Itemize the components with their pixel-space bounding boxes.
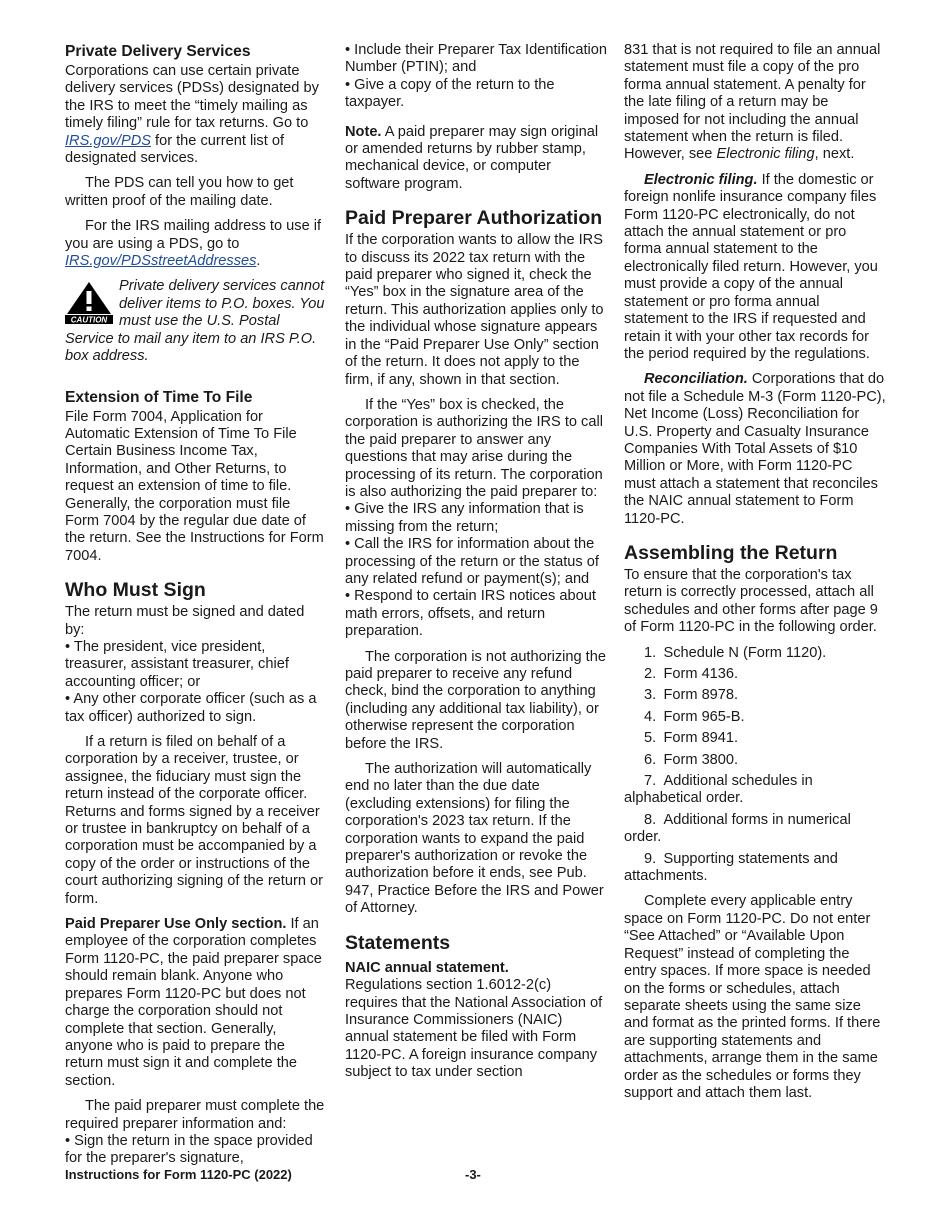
list-item: • Include their Preparer Tax Identification Number (PTIN); and [345, 42, 607, 76]
caution-label: CAUTION [70, 315, 108, 325]
ppa-paragraph-4: The authorization will automatically end no later than the due date (excluding extensions) for filing the corporation's 2023 tax return. If the corporation wants to expand the paid preparer's authorization or revoke the authorization before it ends, see Pub. 947, Practice Before the IRS and Power of Attorney. [345, 761, 604, 917]
list-item: • Give the IRS any information that is missing from the return; [345, 501, 584, 535]
list-item: 7. Additional schedules in alphabetical order. [624, 773, 813, 807]
list-item: • The president, vice president, treasurer, assistant treasurer, chief accounting officer; or [65, 638, 289, 690]
pds-paragraph-3: For the IRS mailing address to use if you are using a PDS, go to IRS.gov/PDSstreetAddresses. [65, 218, 322, 270]
pds-paragraph-2: The PDS can tell you how to get written proof of the mailing date. [65, 175, 294, 209]
reconciliation-paragraph: Reconciliation. Corporations that do not file a Schedule M-3 (Form 1120-PC), Net Income (Loss) Reconciliation for U.S. Property and Casualty Insurance Companies With Total Assets of $10 Million or More, with Form 1120-PC must attach a statement that reconciles the NAIC annual statement to Form 1120-PC. [624, 371, 886, 527]
preparer-info-paragraph: The paid preparer must complete the required preparer information and: [65, 1098, 325, 1132]
page-number: -3- [465, 1167, 481, 1182]
list-item: 9. Supporting statements and attachments. [624, 850, 838, 885]
assembling-heading: Assembling the Return [624, 541, 838, 564]
irs-pds-link[interactable]: IRS.gov/PDS [65, 132, 151, 149]
ppa-list [345, 501, 607, 640]
list-item: • Give a copy of the return to the taxpayer. [345, 76, 555, 111]
list-item: 4. Form 965-B. [644, 708, 745, 725]
fiduciary-paragraph: If a return is filed on behalf of a corporation by a receiver, trustee, or assignee, the fiduciary must sign the return instead of the corporate officer. Returns and forms signed by a receiver or trustee in bankruptcy on behalf of a corporation must be accompanied by a copy of the order or instructions of the court authorizing signing of the return or form. [65, 734, 323, 907]
note-runin: Note. [345, 123, 382, 140]
caution-warning-icon [65, 280, 113, 324]
ppa-paragraph-1: If the corporation wants to allow the IRS to discuss its 2022 tax return with the paid preparer who signed it, check the “Yes” box in the signature area of the return. This authorization applies only to the individual whose signature appears in the “Paid Preparer Use Only” section of the return. It does not apply to the firm, if any, shown in that section. [345, 232, 604, 388]
pds-paragraph-1: Corporations can use certain private delivery services (PDSs) designated by the IRS to meet the “timely mailing as timely filing” rule for tax returns. Go to IRS.gov/PDS for the current list of designated services. [65, 63, 319, 167]
column-1 [65, 42, 327, 1168]
caution-text: Private delivery services cannot deliver items to P.O. boxes. You must use the U.S. Postal Service to mail any item to an IRS P.O. box address. [65, 278, 325, 365]
list-item: 8. Additional forms in numerical order. [624, 811, 851, 846]
list-item: • Call the IRS for information about the processing of the return or the status of any related refund or payment(s); and [345, 536, 599, 587]
naic-paragraph: Regulations section 1.6012-2(c) requires that the National Association of Insurance Commissioners (NAIC) annual statement be filed with Form 1120-PC. A foreign insurance company subject to tax under section [345, 977, 603, 1081]
paid-preparer-use-only-runin: Paid Preparer Use Only section. [65, 916, 287, 933]
reconciliation-runin: Reconciliation. [644, 371, 748, 388]
column-2 [345, 42, 607, 1082]
who-must-sign-heading: Who Must Sign [65, 579, 206, 602]
list-item: 2. Form 4136. [644, 666, 739, 682]
note-paragraph: Note. A paid preparer may sign original or amended returns by rubber stamp, mechanical device, or computer software program. [345, 123, 599, 192]
paid-preparer-authorization-heading: Paid Preparer Authorization [345, 207, 603, 230]
caution-box [65, 278, 327, 365]
ppa-paragraph-2: If the “Yes” box is checked, the corporation is authorizing the IRS to call the paid preparer to answer any questions that may arise during the processing of its return. The corporation is also authorizing the paid preparer to: [345, 396, 603, 500]
assembling-order-list [624, 645, 886, 886]
list-item: 1. Schedule N (Form 1120). [644, 644, 827, 661]
assembling-paragraph-1: To ensure that the corporation's tax return is correctly processed, attach all schedules and other forms after page 9 of Form 1120-PC in the following order. [624, 566, 878, 636]
naic-paragraph-continued: 831 that is not required to file an annual statement must file a copy of the pro forma annual statement. A penalty for the late filing of a return may be imposed for not including the annual statement when the return is filed. However, see Electronic filing, next. [624, 42, 881, 163]
list-item: 3. Form 8978. [644, 687, 739, 704]
who-must-sign-list [65, 639, 327, 726]
list-item: • Sign the return in the space provided for the preparer's signature, [65, 1132, 313, 1167]
paid-preparer-use-only-paragraph: Paid Preparer Use Only section. If an employee of the corporation completes Form 1120-PC, the paid preparer space should remain blank. Anyone who prepares Form 1120-PC but does not charge the corporation should not complete that section. Generally, anyone who is paid to prepare the return must sign it and complete the section. [65, 916, 322, 1089]
electronic-filing-runin: Electronic filing. [644, 171, 758, 188]
list-item: 6. Form 3800. [644, 751, 739, 768]
irs-pds-street-addresses-link[interactable]: IRS.gov/PDSstreetAddresses [65, 253, 257, 270]
electronic-filing-paragraph: Electronic filing. If the domestic or foreign nonlife insurance company files Form 1120-PC electronically, do not attach the annual statement or pro forma annual statement to the electronically filed return. However, you must provide a copy of the annual statement or pro forma annual statement to the IRS if requested and retain it with your other tax records for the period required by the regulations. [624, 171, 878, 362]
column-3 [624, 42, 886, 1110]
footer-form-title: Instructions for Form 1120-PC (2022) [65, 1167, 292, 1182]
extension-paragraph: File Form 7004, Application for Automatic Extension of Time To File Certain Business Income Tax, Information, and Other Returns, to request an extension of time to file. Generally, the corporation must file Form 7004 by the regular due date of the return. See the Instructions for Form 7004. [65, 408, 324, 564]
assembling-paragraph-2: Complete every applicable entry space on Form 1120-PC. Do not enter “See Attached” or “Available Upon Request” instead of completing the entry spaces. If more space is needed on the forms or schedules, attach separate sheets using the same size and format as the printed forms. If there are supporting statements and attachments, arrange them in the same order as the schedules or forms they support and attach them last. [624, 893, 881, 1101]
statements-heading: Statements [345, 931, 451, 954]
list-item: 5. Form 8941. [644, 730, 739, 747]
extension-heading: Extension of Time To File [65, 388, 253, 406]
pds-heading: Private Delivery Services [65, 43, 251, 60]
ppa-paragraph-3: The corporation is not authorizing the paid preparer to receive any refund check, bind the corporation to anything (including any additional tax liability), or otherwise represent the corporation before the IRS. [345, 648, 606, 752]
who-must-sign-intro: The return must be signed and dated by: [65, 604, 305, 638]
preparer-list-continued [345, 42, 607, 112]
naic-heading: NAIC annual statement. [345, 959, 509, 976]
list-item: • Any other corporate officer (such as a tax officer) authorized to sign. [65, 691, 317, 725]
list-item: • Respond to certain IRS notices about math errors, offsets, and return preparation. [345, 588, 596, 640]
